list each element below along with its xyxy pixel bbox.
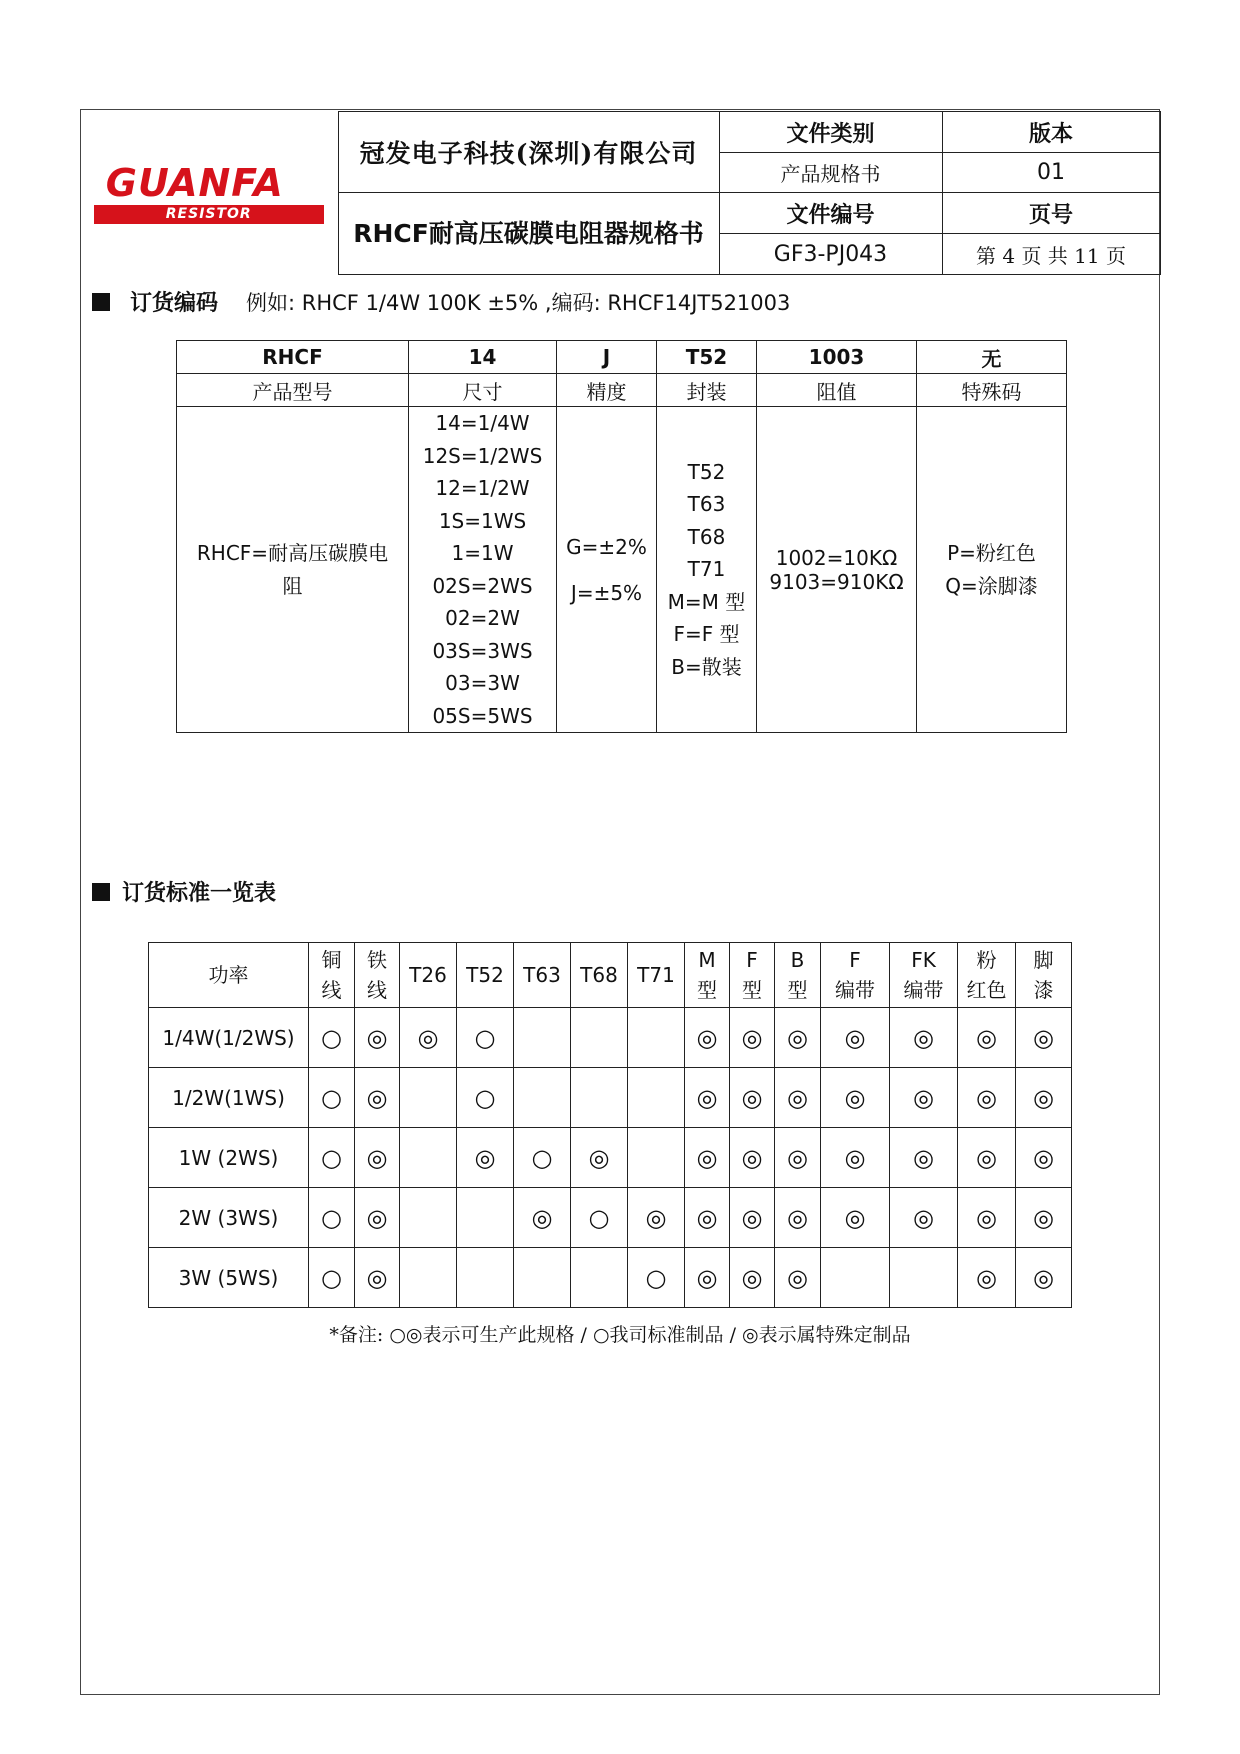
spec-mark-cell: ◎	[1016, 1248, 1072, 1308]
spec-mark-cell	[457, 1248, 514, 1308]
power-cell: 3W (5WS)	[149, 1248, 309, 1308]
spec-mark-cell: ◎	[457, 1128, 514, 1188]
spec-mark-cell: ○	[457, 1008, 514, 1068]
spec-mark-cell: ◎	[890, 1188, 958, 1248]
spec-mark-cell: ◎	[571, 1128, 628, 1188]
logo-sub: RESISTOR	[94, 205, 324, 224]
spec-mark-cell: ◎	[958, 1008, 1016, 1068]
spec-mark-cell: ◎	[355, 1068, 400, 1128]
tolerance-option: J=±5%	[570, 580, 643, 605]
column-header	[890, 943, 958, 1008]
spec-mark-cell: ○	[309, 1188, 355, 1248]
column-header	[685, 943, 730, 1008]
column-header-line: 型	[697, 978, 717, 1002]
column-header	[821, 943, 890, 1008]
size-option: 14=1/4W	[435, 411, 530, 435]
spec-mark-cell	[400, 1068, 457, 1128]
spec-mark-cell: ◎	[775, 1188, 821, 1248]
column-header-line: 铁	[367, 948, 387, 972]
file-category-label: 文件类别	[719, 112, 942, 153]
spec-mark-cell	[400, 1188, 457, 1248]
column-header-line: 脚	[1033, 948, 1054, 972]
code-cell: RHCF	[177, 341, 409, 374]
label-cell: 产品型号	[177, 374, 409, 407]
packaging-option: T52	[687, 459, 726, 484]
spec-mark-cell: ◎	[775, 1248, 821, 1308]
version-label: 版本	[942, 112, 1160, 153]
column-header	[730, 943, 775, 1008]
spec-mark-cell	[628, 1008, 685, 1068]
spec-mark-cell: ◎	[685, 1068, 730, 1128]
spec-mark-cell: ◎	[958, 1248, 1016, 1308]
spec-mark-cell: ◎	[1016, 1128, 1072, 1188]
values-row	[177, 407, 1067, 733]
spec-mark-cell	[400, 1128, 457, 1188]
column-header	[309, 943, 355, 1008]
spec-mark-cell: ◎	[821, 1068, 890, 1128]
ordering-code-table	[176, 340, 1067, 733]
label-cell: 阻值	[757, 374, 917, 407]
size-option: 03=3W	[445, 671, 520, 695]
resistance-option: 9103=910KΩ	[769, 569, 904, 594]
column-header-line: 红色	[966, 978, 1007, 1002]
spec-mark-cell: ◎	[890, 1068, 958, 1128]
spec-mark-cell: ◎	[958, 1128, 1016, 1188]
spec-mark-cell: ◎	[1016, 1008, 1072, 1068]
page-label: 页号	[942, 193, 1160, 234]
logo-word: GUANFA	[105, 160, 284, 205]
file-number-value: GF3-PJ043	[719, 234, 942, 275]
logo-cell	[80, 112, 338, 275]
table-row	[149, 1128, 1072, 1188]
column-header	[355, 943, 400, 1008]
size-option: 02S=2WS	[432, 573, 533, 598]
code-cell: 14	[409, 341, 557, 374]
remark-note: *备注: ○◎表示可生产此规格 / ○我司标准制品 / ◎表示属特殊定制品	[329, 1324, 911, 1346]
spec-mark-cell: ◎	[821, 1188, 890, 1248]
packaging-option: M=M 型	[667, 589, 746, 614]
special-option: P=粉红色	[947, 541, 1036, 565]
column-header-line: F	[746, 948, 758, 972]
column-header-line: M	[698, 948, 716, 972]
spec-mark-cell: ◎	[1016, 1188, 1072, 1248]
size-option: 12=1/2W	[435, 476, 530, 500]
column-header-line: 线	[321, 978, 342, 1002]
column-header-line: 编带	[903, 978, 944, 1002]
column-header-line: 铜	[321, 948, 342, 972]
size-option: 1S=1WS	[438, 508, 527, 533]
spec-mark-cell: ◎	[355, 1248, 400, 1308]
company-name: 冠发电子科技(深圳)有限公司	[338, 112, 719, 193]
column-header	[571, 943, 628, 1008]
spec-mark-cell: ○	[309, 1128, 355, 1188]
spec-mark-cell: ◎	[958, 1188, 1016, 1248]
document-header	[80, 111, 1161, 275]
tolerance-values	[557, 407, 657, 733]
order-standard-table	[148, 942, 1072, 1308]
power-cell: 1/4W(1/2WS)	[149, 1008, 309, 1068]
packaging-values	[657, 407, 757, 733]
spec-mark-cell	[514, 1068, 571, 1128]
column-header-line: F	[849, 948, 861, 972]
spec-mark-cell: ◎	[685, 1248, 730, 1308]
spec-mark-cell	[571, 1008, 628, 1068]
spec-mark-cell: ○	[457, 1068, 514, 1128]
column-header-line: 漆	[1033, 978, 1054, 1002]
table-row	[149, 1008, 1072, 1068]
column-header-line: 功率	[208, 963, 249, 987]
spec-mark-cell: ◎	[775, 1128, 821, 1188]
page-value: 第 4 页 共 11 页	[942, 234, 1160, 275]
spec-mark-cell	[571, 1248, 628, 1308]
spec-mark-cell: ○	[628, 1248, 685, 1308]
square-bullet-icon	[92, 883, 110, 901]
spec-mark-cell	[890, 1248, 958, 1308]
label-cell: 封装	[657, 374, 757, 407]
table-row	[149, 1188, 1072, 1248]
file-number-label: 文件编号	[719, 193, 942, 234]
column-header	[457, 943, 514, 1008]
spec-mark-cell: ◎	[730, 1068, 775, 1128]
spec-mark-cell: ◎	[890, 1008, 958, 1068]
spec-mark-cell	[514, 1248, 571, 1308]
spec-mark-cell: ◎	[890, 1128, 958, 1188]
model-line: 阻	[282, 573, 303, 598]
column-header	[775, 943, 821, 1008]
packaging-option: T63	[687, 492, 726, 517]
power-cell: 1W (2WS)	[149, 1128, 309, 1188]
document-title: RHCF耐高压碳膜电阻器规格书	[338, 193, 719, 275]
column-header-line: T26	[409, 963, 447, 987]
code-cell: 无	[917, 341, 1067, 374]
column-header-line: T63	[523, 963, 561, 987]
column-header-line: T71	[637, 963, 675, 987]
column-header-line: 粉	[976, 948, 997, 972]
ordering-heading-text: 订货编码	[130, 291, 219, 316]
column-header-line: FK	[911, 948, 936, 972]
spec-mark-cell	[400, 1248, 457, 1308]
file-category-value: 产品规格书	[719, 153, 942, 193]
spec-mark-cell: ◎	[730, 1008, 775, 1068]
spec-mark-cell	[628, 1068, 685, 1128]
spec-mark-cell: ◎	[730, 1248, 775, 1308]
ordering-code-heading	[92, 286, 790, 317]
power-cell: 1/2W(1WS)	[149, 1068, 309, 1128]
spec-mark-cell: ◎	[628, 1188, 685, 1248]
spec-mark-cell: ◎	[821, 1128, 890, 1188]
code-cell: J	[557, 341, 657, 374]
spec-mark-cell: ◎	[355, 1188, 400, 1248]
size-option: 02=2W	[445, 606, 520, 630]
size-values	[409, 407, 557, 733]
packaging-option: T71	[687, 557, 726, 582]
spec-mark-cell: ◎	[685, 1128, 730, 1188]
spec-mark-cell: ○	[571, 1188, 628, 1248]
spec-mark-cell	[457, 1188, 514, 1248]
packaging-option: B=散装	[671, 654, 742, 679]
spec-mark-cell: ◎	[821, 1008, 890, 1068]
column-header-line: T52	[466, 963, 504, 987]
code-row	[177, 341, 1067, 374]
spec-mark-cell: ○	[309, 1008, 355, 1068]
version-value: 01	[942, 153, 1160, 193]
spec-mark-cell	[571, 1068, 628, 1128]
spec-mark-cell	[821, 1248, 890, 1308]
spec-mark-cell: ◎	[355, 1128, 400, 1188]
column-header	[628, 943, 685, 1008]
special-values	[917, 407, 1067, 733]
code-cell: T52	[657, 341, 757, 374]
spec-mark-cell: ◎	[685, 1008, 730, 1068]
size-option: 03S=3WS	[432, 638, 533, 663]
spec-mark-cell: ◎	[1016, 1068, 1072, 1128]
column-header-line: 编带	[835, 978, 875, 1002]
column-header	[958, 943, 1016, 1008]
spec-mark-cell: ◎	[775, 1068, 821, 1128]
spec-mark-cell	[628, 1128, 685, 1188]
spec-mark-cell: ◎	[514, 1188, 571, 1248]
table-row	[149, 1068, 1072, 1128]
ordering-example: 例如: RHCF 1/4W 100K ±5% ,编码: RHCF14JT521003	[246, 290, 791, 315]
resistance-option: 1002=10KΩ	[775, 545, 898, 570]
spec-mark-cell: ◎	[730, 1188, 775, 1248]
square-bullet-icon	[92, 293, 110, 311]
model-values	[177, 407, 409, 733]
spec-mark-cell: ◎	[775, 1008, 821, 1068]
resistance-values	[757, 407, 917, 733]
spec-mark-cell: ○	[309, 1248, 355, 1308]
spec-mark-cell: ◎	[958, 1068, 1016, 1128]
label-row	[177, 374, 1067, 407]
label-cell: 特殊码	[917, 374, 1067, 407]
column-header	[514, 943, 571, 1008]
table-row	[149, 1248, 1072, 1308]
special-option: Q=涂脚漆	[945, 573, 1038, 598]
tolerance-option: G=±2%	[566, 534, 647, 559]
column-header	[149, 943, 309, 1008]
spec-mark-cell: ◎	[400, 1008, 457, 1068]
model-line: RHCF=耐高压碳膜电	[196, 541, 389, 565]
spec-mark-cell	[514, 1008, 571, 1068]
spec-mark-cell: ○	[309, 1068, 355, 1128]
guanfa-logo	[94, 160, 324, 224]
column-header-line: 线	[367, 978, 387, 1002]
packaging-option: T68	[687, 524, 726, 549]
label-cell: 尺寸	[409, 374, 557, 407]
packaging-option: F=F 型	[673, 622, 740, 647]
size-option: 05S=5WS	[432, 703, 533, 728]
spec-mark-cell: ◎	[730, 1128, 775, 1188]
standard-header-row	[149, 943, 1072, 1008]
size-option: 1=1W	[451, 541, 514, 565]
standard-list-heading	[92, 876, 276, 907]
spec-mark-cell: ◎	[355, 1008, 400, 1068]
column-header-line: 型	[742, 978, 762, 1002]
spec-mark-cell: ○	[514, 1128, 571, 1188]
label-cell: 精度	[557, 374, 657, 407]
column-header-line: 型	[787, 978, 808, 1002]
spec-mark-cell: ◎	[685, 1188, 730, 1248]
column-header-line: B	[790, 948, 805, 972]
code-cell: 1003	[757, 341, 917, 374]
column-header	[400, 943, 457, 1008]
standard-heading-text: 订货标准一览表	[122, 881, 277, 906]
size-option: 12S=1/2WS	[422, 443, 543, 468]
column-header-line: T68	[580, 963, 618, 987]
column-header	[1016, 943, 1072, 1008]
power-cell: 2W (3WS)	[149, 1188, 309, 1248]
